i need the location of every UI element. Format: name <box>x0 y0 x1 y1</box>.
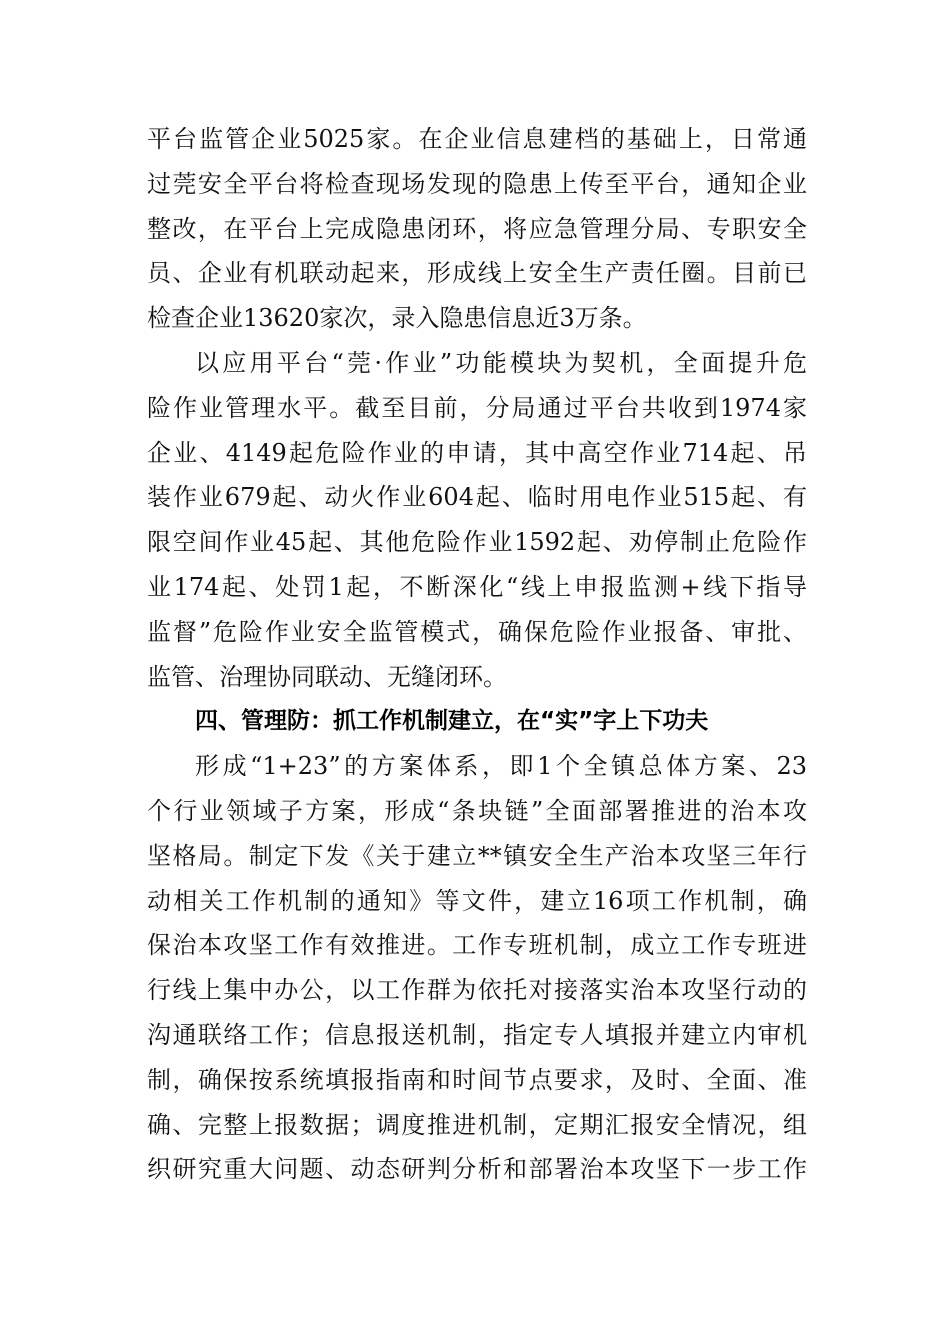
text-line: 员、企业有机联动起来，形成线上安全生产责任圈。目前已 <box>147 259 807 288</box>
text-line: 坚格局。制定下发《关于建立**镇安全生产治本攻坚三年行 <box>147 841 807 870</box>
paragraph-hazardous-operations <box>147 341 807 699</box>
text-line: 限空间作业45起、其他危险作业1592起、劝停制止危险作 <box>147 528 807 557</box>
text-line: 行线上集中办公，以工作群为依托对接落实治本攻坚行动的 <box>147 976 807 1005</box>
paragraph-work-mechanisms <box>147 744 807 1192</box>
text-line: 确、完整上报数据；调度推进机制，定期汇报安全情况，组 <box>147 1110 807 1139</box>
text-line: 整改，在平台上完成隐患闭环，将应急管理分局、专职安全 <box>147 214 807 243</box>
text-line: 制，确保按系统填报指南和时间节点要求，及时、全面、准 <box>147 1065 807 1094</box>
text-line: 沟通联络工作；信息报送机制，指定专人填报并建立内审机 <box>147 1020 807 1049</box>
section-heading: 四、管理防：抓工作机制建立，在“实”字上下功夫 <box>195 708 709 735</box>
text-line: 织研究重大问题、动态研判分析和部署治本攻坚下一步工作 <box>147 1155 807 1184</box>
text-line: 平台监管企业5025家。在企业信息建档的基础上，日常通 <box>147 125 807 153</box>
text-line: 企业、4149起危险作业的申请，其中高空作业714起、吊 <box>147 438 807 467</box>
text-line: 业174起、处罚1起，不断深化“线上申报监测+线下指导 <box>147 572 807 601</box>
document-body <box>147 117 807 1192</box>
text-line: 监督”危险作业安全监管模式，确保危险作业报备、审批、 <box>147 617 807 646</box>
text-line: 过莞安全平台将检查现场发现的隐患上传至平台，通知企业 <box>147 169 807 198</box>
text-line: 个行业领域子方案，形成“条块链”全面部署推进的治本攻 <box>147 796 807 825</box>
text-line: 监管、治理协同联动、无缝闭环。 <box>147 662 507 691</box>
paragraph-platform-supervision <box>147 117 807 341</box>
text-line: 装作业679起、动火作业604起、临时用电作业515起、有 <box>147 483 807 512</box>
text-line: 保治本攻坚工作有效推进。工作专班机制，成立工作专班进 <box>147 931 807 960</box>
text-line: 以应用平台“莞·作业”功能模块为契机，全面提升危 <box>195 348 807 377</box>
text-line: 险作业管理水平。截至目前，分局通过平台共收到1974家 <box>147 393 807 422</box>
text-line: 形成“1+23”的方案体系，即1个全镇总体方案、23 <box>195 752 807 781</box>
text-line: 动相关工作机制的通知》等文件，建立16项工作机制，确 <box>147 886 807 915</box>
text-line: 检查企业13620家次，录入隐患信息近3万条。 <box>147 304 647 333</box>
